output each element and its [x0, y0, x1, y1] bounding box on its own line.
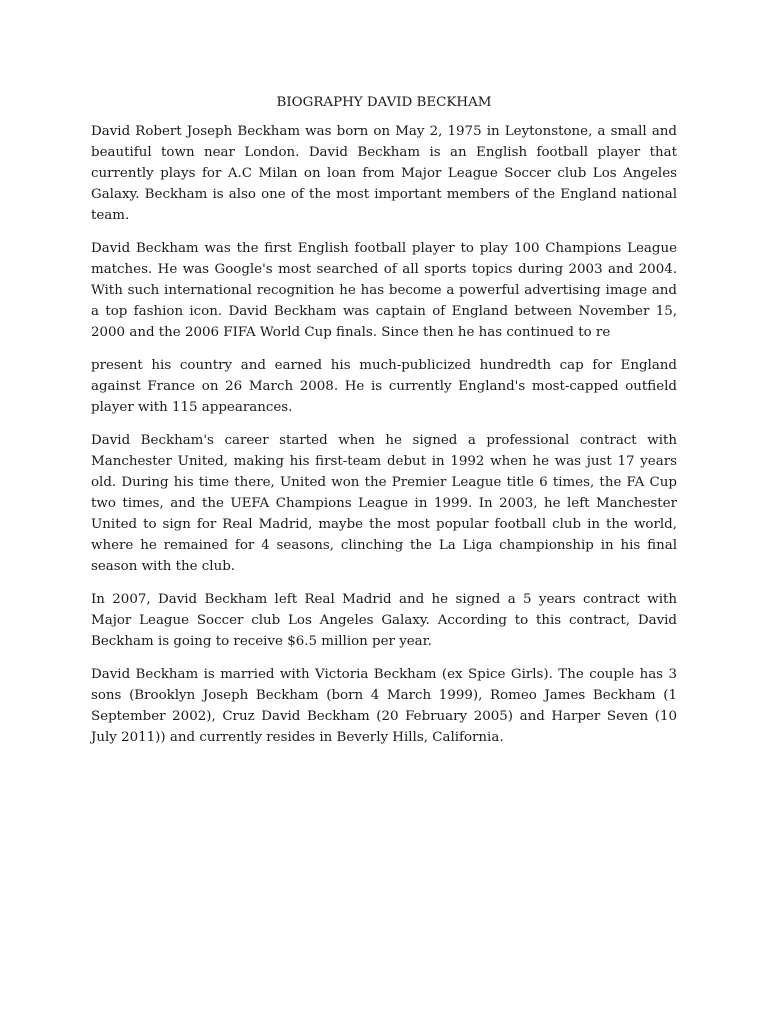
paragraph-family: David Beckham is married with Victoria Beckham (ex Spice Girls). The couple has 3 sons (Brooklyn Joseph Beckham (born 4 March 1999), Romeo James Beckham (1 September 2002), Cruz David Beckham (20 February 2005) and Harper Seven (10 July 2011)) and currently resides in Beverly Hills, California. — [91, 667, 677, 745]
paragraph-champions-league: David Beckham was the first English football player to play 100 Champions League matches. He was Google's most searched of all sports topics during 2003 and 2004. With such international recognition he has become a powerful advertising image and a top fashion icon. David Beckham was captain of England between November 15, 2000 and the 2006 FIFA World Cup finals. Since then he has continued to re — [91, 241, 677, 340]
paragraph-birth: David Robert Joseph Beckham was born on May 2, 1975 in Leytonstone, a small and beautiful town near London. David Beckham is an English football player that currently plays for A.C Milan on loan from Major League Soccer club Los Angeles Galaxy. Beckham is also one of the most important members of the England national team. — [91, 124, 677, 223]
paragraph-career: David Beckham's career started when he signed a professional contract with Manchester United, making his first-team debut in 1992 when he was just 17 years old. During his time there, United won the Premier League title 6 times, the FA Cup two times, and the UEFA Champions League in 1999. In 2003, he left Manchester United to sign for Real Madrid, maybe the most popular football club in the world, where he remained for 4 seasons, clinching the La Liga championship in his final season with the club. — [91, 433, 677, 574]
paragraph-galaxy-contract: In 2007, David Beckham left Real Madrid and he signed a 5 years contract with Major League Soccer club Los Angeles Galaxy. According to this contract, David Beckham is going to receive $6.5 million per year. — [91, 592, 677, 649]
document-body — [91, 92, 677, 760]
document-title: BIOGRAPHY DAVID BECKHAM — [276, 95, 492, 110]
paragraph-caps: present his country and earned his much-publicized hundredth cap for England against France on 26 March 2008. He is currently England's most-capped outfield player with 115 appearances. — [91, 358, 677, 415]
